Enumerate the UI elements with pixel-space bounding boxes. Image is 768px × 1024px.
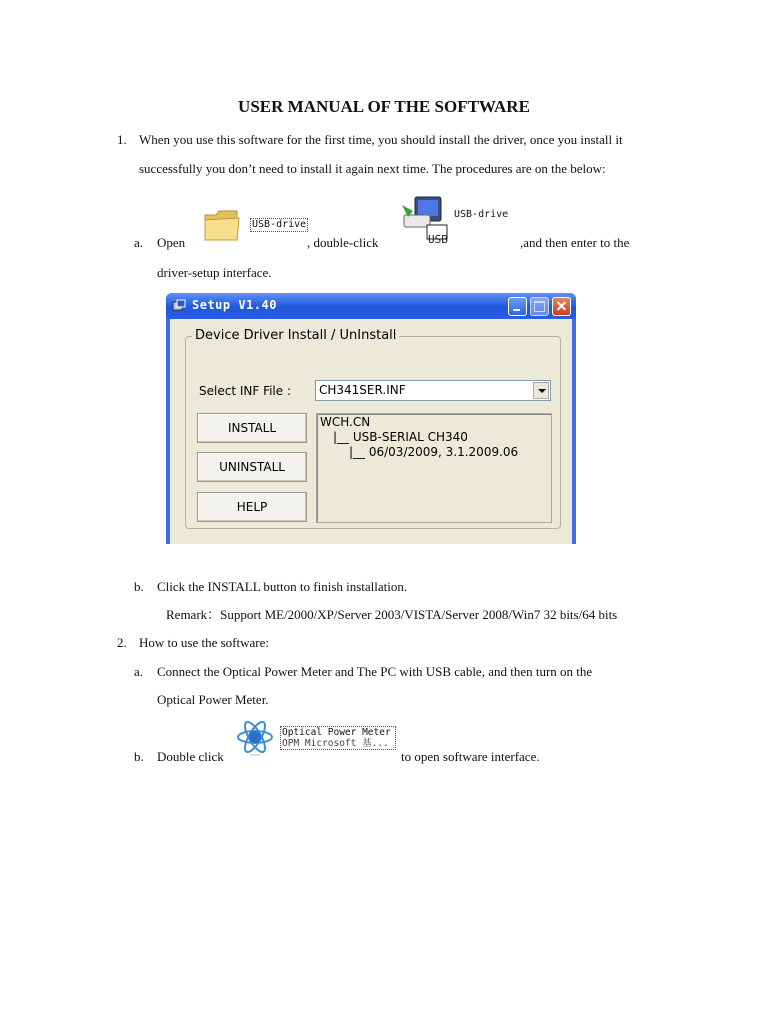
step-1a-double-click: , double-click (307, 235, 379, 250)
step-2a-line1: Connect the Optical Power Meter and The PC with USB cable, and then turn on the (157, 664, 593, 679)
step-1b-marker: b. (134, 579, 144, 594)
step-1-text-line2: successfully you don’t need to install it again next time. The procedures are on the below: (139, 161, 606, 176)
folder-label[interactable]: USB-drive (252, 219, 307, 230)
minimize-button[interactable] (508, 297, 527, 316)
step-1a-line2: driver-setup interface. (157, 265, 272, 280)
setup-window-titlebar[interactable] (166, 293, 576, 319)
optical-power-meter-shortcut[interactable] (280, 726, 396, 750)
shortcut-description: OPM Microsoft 基... (282, 738, 389, 749)
help-button[interactable]: HELP (197, 492, 307, 522)
info-line: |__ 06/03/2009, 3.1.2009.06 (349, 445, 519, 459)
step-1a-marker: a. (134, 235, 144, 250)
setup-app-icon (172, 299, 186, 313)
setup-window-title: Setup V1.40 (192, 298, 277, 312)
step-2b-to-open: to open software interface. (401, 749, 540, 764)
install-button[interactable]: INSTALL (197, 413, 307, 443)
inf-file-select[interactable] (315, 380, 551, 401)
info-line: |__ USB-SERIAL CH340 (333, 430, 468, 444)
close-button[interactable] (552, 297, 571, 316)
driver-info-box (316, 413, 552, 523)
step-1a-then-enter: ,and then enter to the (520, 235, 630, 250)
folder-icon[interactable] (203, 206, 241, 244)
usb-setup-icon-badge: USB (428, 233, 448, 246)
atom-app-icon[interactable] (236, 718, 274, 758)
step-2a-line2: Optical Power Meter. (157, 692, 269, 707)
setup-window (166, 293, 576, 544)
step-1a-open: Open (157, 235, 186, 250)
step-1-number: 1. (117, 132, 127, 147)
inf-file-select-value: CH341SER.INF (319, 383, 406, 397)
step-2-text: How to use the software: (139, 635, 269, 650)
step-1-text-line1: When you use this software for the first time, you should install the driver, once you install it (139, 132, 623, 147)
step-2-number: 2. (117, 635, 127, 650)
setup-window-client (170, 319, 572, 544)
uninstall-button[interactable]: UNINSTALL (197, 452, 307, 482)
step-2b-double-click: Double click (157, 749, 224, 764)
document-title: USER MANUAL OF THE SOFTWARE (238, 97, 530, 116)
driver-groupbox-title: Device Driver Install / UnInstall (192, 328, 399, 343)
maximize-button[interactable] (530, 297, 549, 316)
usb-setup-icon-label[interactable]: USB-drive (454, 209, 509, 220)
shortcut-name: Optical Power Meter (282, 727, 391, 738)
info-line: WCH.CN (320, 415, 371, 429)
chevron-down-icon[interactable] (533, 382, 549, 399)
step-2a-marker: a. (134, 664, 144, 679)
step-1b-text: Click the INSTALL button to finish installation. (157, 579, 408, 594)
remark-text: Remark：Support ME/2000/XP/Server 2003/VISTA/Server 2008/Win7 32 bits/64 bits (166, 607, 618, 622)
select-inf-label: Select INF File : (199, 384, 292, 398)
step-2b-marker: b. (134, 749, 144, 764)
